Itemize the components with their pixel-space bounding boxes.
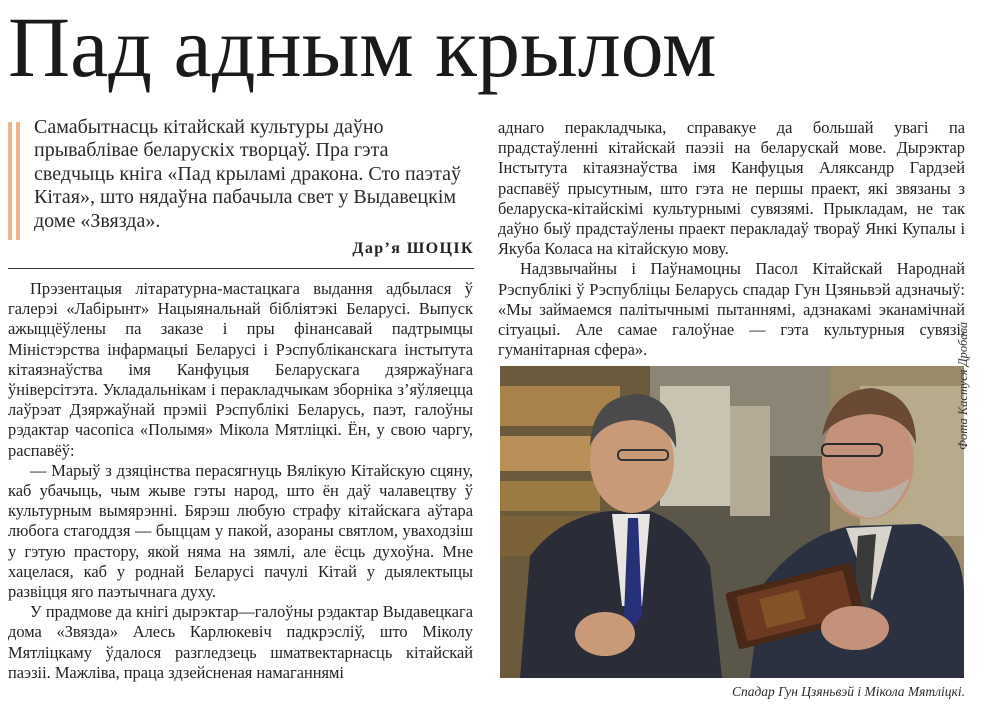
article-photo — [500, 366, 964, 678]
body-paragraph: Прэзентацыя літаратурна-мастацкага выдання адбылася ў галерэі «Лабірынт» Нацыянальнай бібліятэкі Беларусі. Выпуск ажыццёўлены па заказе і пры фінансавай падтрымцы Міністэрства інфармацыі Беларусі і Рэспубліканскага інстытута кітаязнаўства імя Канфуцыя Беларускага дзяржаўнага ўніверсітэта. Укладальнікам і перакладчыкам зборніка з’яўляецца лаўрэат Дзяржаўнай прэміі Рэспублікі Беларусь, паэт, галоўны рэдактар часопіса «Полымя» Мікола Мятліцкі. Ён, у свою чаргу, распавёў: — [8, 279, 473, 460]
accent-bar — [16, 122, 20, 240]
body-paragraph: Надзвычайны і Паўнамоцны Пасол Кітайскай Народнай Рэспублікі ў Рэспубліцы Беларусь спадар Гун Цзяньвэй адзначыў: «Мы займаемся палітычнымі пытаннямі, адзнакамі эканамічнай сітуацыі. Але самае галоўнае — гэта культурныя сувязі, гуманітарная сфера». — [498, 259, 965, 360]
accent-bar — [8, 122, 12, 240]
lead-paragraph: Самабытнасць кітайскай культуры даўно прываблівае беларускіх творцаў. Пра гэта сведчыць кніга «Пад крыламі дракона. Сто паэтаў Кітая», што нядаўна пабачыла свет у Выдавецкім доме «Звязда». — [34, 116, 462, 232]
headline: Пад адным крылом — [8, 0, 717, 95]
section-divider — [8, 268, 474, 269]
photo-credit-text: Фота Кастуся Дробава — [956, 321, 970, 450]
body-column-right — [498, 118, 965, 360]
lead-block — [8, 116, 474, 268]
photo-caption: Спадар Гун Цзяньвэй і Мікола Мятліцкі. — [731, 684, 965, 699]
body-paragraph: — Марыў з дзяцінства перасягнуць Вялікую Кітайскую сцяну, каб убачыць, чым жыве гэты народ, што ён даў чалавецтву ў культурным вымярэнні. Бярэш любую страфу кітайскага аўтара любога стагоддзя — быццам у пакой, азораны святлом, уваходзіш у гэтую прастору, якой няма на зямлі, але ёсць духоўна. Мне хацелася, каб у роднай Беларусі пачулі Кітай у дыялектыцы развіцця яго паэтычнага духу. — [8, 460, 473, 602]
author-byline: Дар’я ШОЦІК — [352, 240, 474, 257]
body-paragraph: У прадмове да кнігі дырэктар—галоўны рэдактар Выдавецкага дома «Звязда» Алесь Карлюкевіч падкрэсліў, што Міколу Мятліцкаму ўдалося разгледзець шматвектарнасць кітайскай паэзіі. Мажліва, праца здзейсненая намаганнямі — [8, 602, 473, 682]
lead-accent-bars — [8, 122, 24, 240]
body-paragraph: аднаго перакладчыка, справакуе да большай увагі па прадстаўленні кітайскай паэзіі на беларускай мове. Дырэктар Інстытута кітаязнаўства імя Канфуцыя Аляксандр Гардзей распавёў прысутным, што гэта не першы праект, які звязаны з беларуска-кітайскімі культурнымі сувязямі. Прыкладам, не так даўно быў прадстаўлены праект перакладаў твораў Янкі Купалы і Якуба Коласа на кітайскую мову. — [498, 118, 965, 259]
body-column-left — [8, 279, 473, 683]
